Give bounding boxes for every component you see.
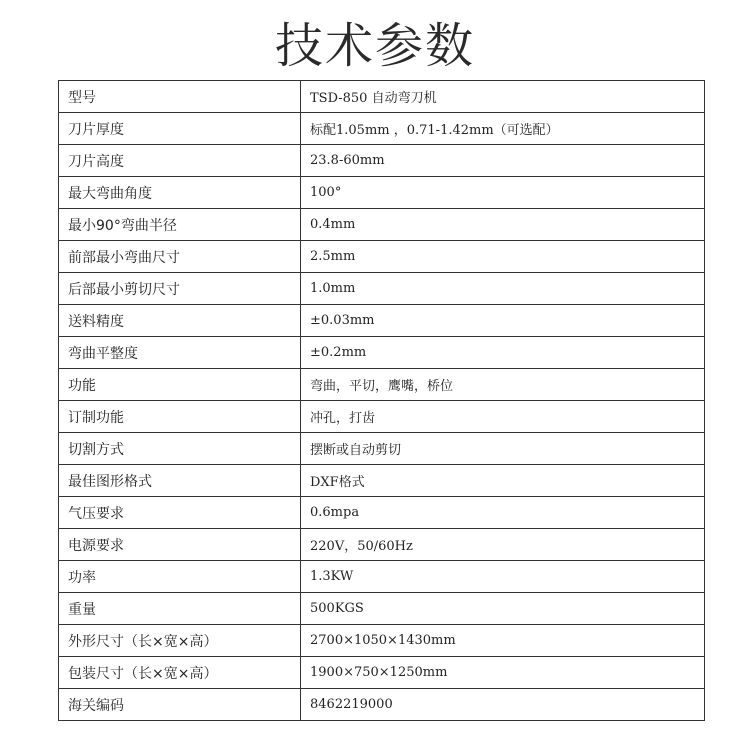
row-label: 订制功能 bbox=[59, 401, 301, 433]
row-label: 外形尺寸（长×宽×高） bbox=[59, 625, 301, 657]
row-label: 电源要求 bbox=[59, 529, 301, 561]
row-value: 500KGS bbox=[301, 593, 705, 625]
table-row bbox=[59, 465, 705, 497]
table-row bbox=[59, 401, 705, 433]
row-value: 1.0mm bbox=[301, 273, 705, 305]
row-value: 2.5mm bbox=[301, 241, 705, 273]
table-row bbox=[59, 529, 705, 561]
row-value: ±0.03mm bbox=[301, 305, 705, 337]
row-label: 送料精度 bbox=[59, 305, 301, 337]
row-label: 功能 bbox=[59, 369, 301, 401]
row-label: 最佳图形格式 bbox=[59, 465, 301, 497]
row-value: 摆断或自动剪切 bbox=[301, 433, 705, 465]
table-row bbox=[59, 273, 705, 305]
row-value: 弯曲，平切，鹰嘴，桥位 bbox=[301, 369, 705, 401]
table-row bbox=[59, 305, 705, 337]
row-value: 220V，50/60Hz bbox=[301, 529, 705, 561]
row-label: 切割方式 bbox=[59, 433, 301, 465]
table-row bbox=[59, 593, 705, 625]
table-row bbox=[59, 497, 705, 529]
table-row bbox=[59, 113, 705, 145]
table-row bbox=[59, 433, 705, 465]
row-value: 2700×1050×1430mm bbox=[301, 625, 705, 657]
table-row bbox=[59, 177, 705, 209]
row-value: 23.8-60mm bbox=[301, 145, 705, 177]
row-value: TSD-850 自动弯刀机 bbox=[301, 81, 705, 113]
spec-table bbox=[58, 80, 705, 721]
table-row bbox=[59, 657, 705, 689]
row-label: 后部最小剪切尺寸 bbox=[59, 273, 301, 305]
row-label: 海关编码 bbox=[59, 689, 301, 721]
page-title: 技术参数 bbox=[274, 18, 475, 74]
row-value: 0.6mpa bbox=[301, 497, 705, 529]
row-value: 1900×750×1250mm bbox=[301, 657, 705, 689]
table-row bbox=[59, 81, 705, 113]
table-row bbox=[59, 369, 705, 401]
row-value: ±0.2mm bbox=[301, 337, 705, 369]
table-row bbox=[59, 337, 705, 369]
table-row bbox=[59, 209, 705, 241]
row-label: 型号 bbox=[59, 81, 301, 113]
row-label: 包装尺寸（长×宽×高） bbox=[59, 657, 301, 689]
table-row bbox=[59, 625, 705, 657]
row-label: 重量 bbox=[59, 593, 301, 625]
row-value: 冲孔，打齿 bbox=[301, 401, 705, 433]
row-value: 标配1.05mm ，0.71-1.42mm（可选配） bbox=[301, 113, 705, 145]
row-value: DXF格式 bbox=[301, 465, 705, 497]
row-label: 最小90°弯曲半径 bbox=[59, 209, 301, 241]
table-row bbox=[59, 145, 705, 177]
row-value: 0.4mm bbox=[301, 209, 705, 241]
row-label: 刀片厚度 bbox=[59, 113, 301, 145]
row-label: 气压要求 bbox=[59, 497, 301, 529]
table-row bbox=[59, 689, 705, 721]
row-label: 功率 bbox=[59, 561, 301, 593]
row-label: 刀片高度 bbox=[59, 145, 301, 177]
row-value: 1.3KW bbox=[301, 561, 705, 593]
row-value: 100° bbox=[301, 177, 705, 209]
row-value: 8462219000 bbox=[301, 689, 705, 721]
row-label: 前部最小弯曲尺寸 bbox=[59, 241, 301, 273]
row-label: 最大弯曲角度 bbox=[59, 177, 301, 209]
row-label: 弯曲平整度 bbox=[59, 337, 301, 369]
table-row bbox=[59, 241, 705, 273]
table-row bbox=[59, 561, 705, 593]
